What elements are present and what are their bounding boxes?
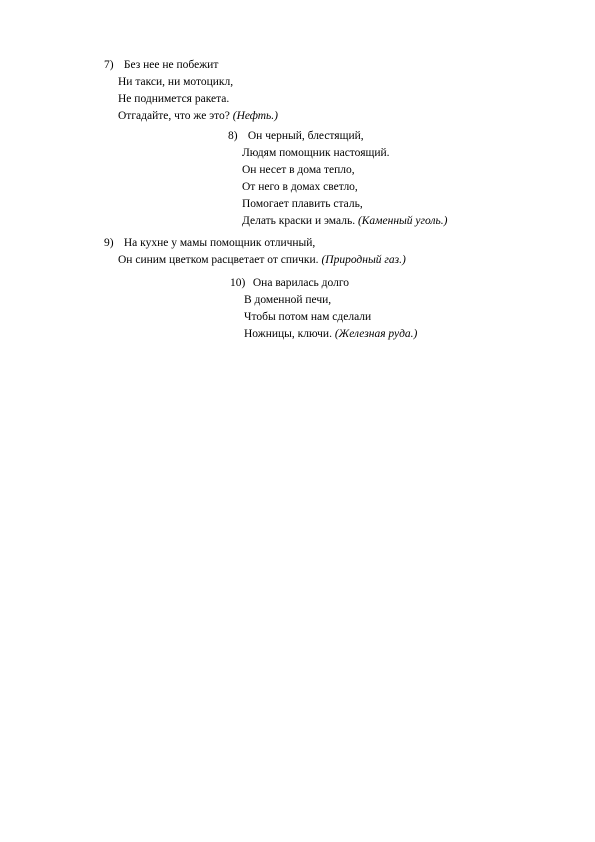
riddle-line [104, 235, 406, 252]
riddle-number: 10) [230, 277, 246, 289]
riddle-7 [104, 57, 278, 125]
riddle-text: Без нее не побежит [123, 59, 219, 71]
riddle-text: Ни такси, ни мотоцикл, [118, 76, 234, 88]
riddle-9 [104, 235, 406, 269]
riddle-answer: (Нефть.) [232, 110, 278, 122]
riddle-text: Чтобы потом нам сделали [244, 311, 372, 323]
riddle-text: Ножницы, ключи. [244, 328, 332, 340]
riddle-text: Помогает плавить сталь, [242, 198, 363, 210]
riddle-text: Он синим цветком расцветает от спички. [118, 254, 319, 266]
riddle-answer: (Каменный уголь.) [357, 215, 448, 227]
riddle-line [230, 275, 417, 292]
riddle-text: Он черный, блестящий, [247, 130, 364, 142]
riddle-text: В доменной печи, [244, 294, 332, 306]
riddle-number: 9) [104, 237, 114, 249]
riddle-answer: (Природный газ.) [321, 254, 406, 266]
riddle-line [228, 213, 447, 230]
riddle-text: Он несет в дома тепло, [242, 164, 355, 176]
riddle-line [104, 108, 278, 125]
riddle-text: Делать краски и эмаль. [242, 215, 356, 227]
riddle-number: 7) [104, 59, 114, 71]
riddle-text: На кухне у мамы помощник отличный, [123, 237, 316, 249]
riddle-line [104, 252, 406, 269]
riddle-line [230, 326, 417, 343]
riddle-line [228, 128, 447, 145]
riddle-8 [228, 128, 447, 230]
riddle-text: Людям помощник настоящий. [242, 147, 390, 159]
riddle-text: Отгадайте, что же это? [118, 110, 230, 122]
riddle-line [104, 57, 278, 74]
riddle-text: Она варилась долго [252, 277, 350, 289]
riddle-text: Не поднимется ракета. [118, 93, 230, 105]
riddle-text: От него в домах светло, [242, 181, 358, 193]
riddle-answer: (Железная руда.) [334, 328, 418, 340]
riddle-10 [230, 275, 417, 343]
riddle-number: 8) [228, 130, 238, 142]
